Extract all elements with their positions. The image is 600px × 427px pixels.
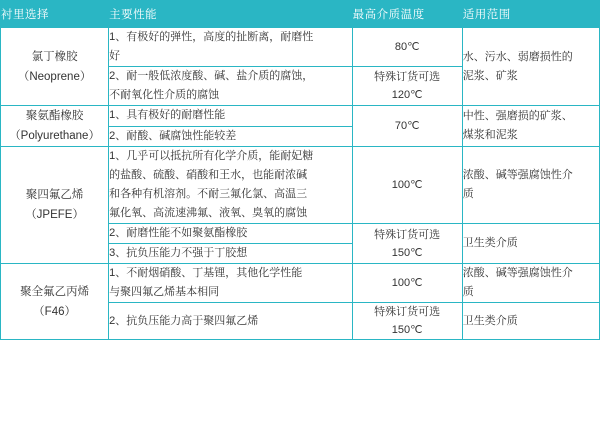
cell-performance — [109, 28, 352, 67]
cell-lining-name — [1, 264, 109, 340]
performance-line: 1、具有极好的耐磨性能 — [109, 109, 226, 122]
performance-line: 不耐氧化性介质的腐蚀 — [109, 89, 220, 101]
cell-performance — [109, 67, 352, 106]
scope-line: 泥浆、矿浆 — [462, 69, 518, 82]
lining-name-cn: 聚四氟乙烯 — [25, 189, 84, 201]
cell-scope — [462, 303, 599, 340]
performance-line: 1、几乎可以抵抗所有化学介质，能耐妃糖 — [109, 150, 314, 162]
temperature-line: 150℃ — [391, 324, 423, 336]
cell-scope — [462, 264, 599, 303]
table-row — [1, 106, 600, 127]
temperature-line: 120℃ — [391, 89, 423, 101]
cell-temperature — [352, 28, 462, 67]
scope-line: 中性、强磨损的矿浆、 — [462, 110, 573, 122]
performance-line: 2、耐磨性能不如聚氨酯橡胶 — [109, 227, 248, 239]
temperature-line: 特殊订货可选 — [374, 71, 441, 83]
cell-performance — [109, 126, 352, 147]
column-header-lining: 衬里选择 — [1, 1, 109, 28]
performance-line: 2、耐酸、碱腐蚀性能较差 — [109, 129, 237, 142]
cell-performance — [109, 244, 352, 264]
temperature-line: 特殊订货可选 — [374, 306, 441, 318]
temperature-line: 100℃ — [391, 179, 423, 191]
cell-lining-name — [1, 147, 109, 264]
cell-scope — [462, 28, 599, 106]
table-header-row — [1, 1, 600, 28]
column-header-performance: 主要性能 — [109, 1, 352, 28]
cell-performance — [109, 303, 352, 340]
cell-temperature — [352, 264, 462, 303]
temperature-line: 100℃ — [391, 277, 423, 289]
scope-line: 水、污水、弱磨损性的 — [462, 50, 573, 63]
table-body — [1, 28, 600, 340]
scope-line: 卫生类介质 — [462, 237, 518, 249]
cell-scope — [462, 106, 599, 147]
scope-line: 卫生类介质 — [462, 314, 518, 327]
cell-performance — [109, 224, 352, 244]
column-header-application-scope: 适用范围 — [462, 1, 599, 28]
lining-name-en: （Polyurethane） — [9, 130, 100, 142]
scope-line: 质 — [462, 188, 474, 200]
cell-performance — [109, 147, 352, 224]
temperature-line: 70℃ — [394, 120, 420, 132]
cell-lining-name — [1, 106, 109, 147]
cell-temperature — [352, 303, 462, 340]
scope-line: 质 — [462, 286, 474, 298]
temperature-line: 80℃ — [394, 41, 420, 53]
table-row — [1, 28, 600, 67]
table-header — [1, 1, 600, 28]
lining-name-en: （JPEFE） — [25, 209, 84, 221]
performance-line: 氟化氧、高流速沸氟、液氧、臭氧的腐蚀 — [109, 207, 308, 219]
scope-line: 浓酸、碱等强腐蚀性介 — [462, 267, 573, 279]
lining-name-cn: 聚全氟乙丙烯 — [20, 285, 90, 298]
cell-lining-name — [1, 28, 109, 106]
cell-temperature — [352, 67, 462, 106]
cell-scope — [462, 224, 599, 264]
performance-line: 3、抗负压能力不强于丁胶想 — [109, 247, 248, 259]
performance-line: 和各种有机溶剂。不耐三氟化氯、高温三 — [109, 188, 308, 200]
performance-line: 1、有极好的弹性，高度的扯断离，耐磨性 — [109, 31, 314, 43]
performance-line: 好 — [109, 50, 121, 62]
performance-line: 2、抗负压能力高于聚四氟乙烯 — [109, 314, 259, 327]
column-header-max-temperature: 最高介质温度 — [352, 1, 462, 28]
lining-name-en: （F46） — [33, 305, 76, 318]
lining-name-en: （Neoprene） — [17, 70, 92, 83]
performance-line: 1、不耐烟硝酸、丁基锂，其他化学性能 — [109, 267, 303, 279]
cell-temperature — [352, 147, 462, 224]
cell-performance — [109, 106, 352, 127]
table-row — [1, 264, 600, 303]
cell-performance — [109, 264, 352, 303]
cell-temperature — [352, 224, 462, 264]
temperature-line: 特殊订货可选 — [374, 228, 441, 241]
cell-temperature — [352, 106, 462, 147]
scope-line: 浓酸、碱等强腐蚀性介 — [462, 169, 573, 181]
performance-line: 的盐酸、硫酸、硝酸和王水，也能耐浓碱 — [109, 169, 308, 181]
performance-line: 与聚四氟乙烯基本相同 — [109, 286, 220, 298]
lining-name-cn: 聚氨酯橡胶 — [25, 110, 84, 122]
temperature-line: 150℃ — [391, 246, 423, 259]
lining-name-cn: 氯丁橡胶 — [31, 50, 78, 63]
table-row — [1, 147, 600, 224]
performance-line: 2、耐一般低浓度酸、碱、盐介质的腐蚀， — [109, 70, 314, 82]
scope-line: 煤浆和泥浆 — [462, 129, 518, 141]
cell-scope — [462, 147, 599, 224]
